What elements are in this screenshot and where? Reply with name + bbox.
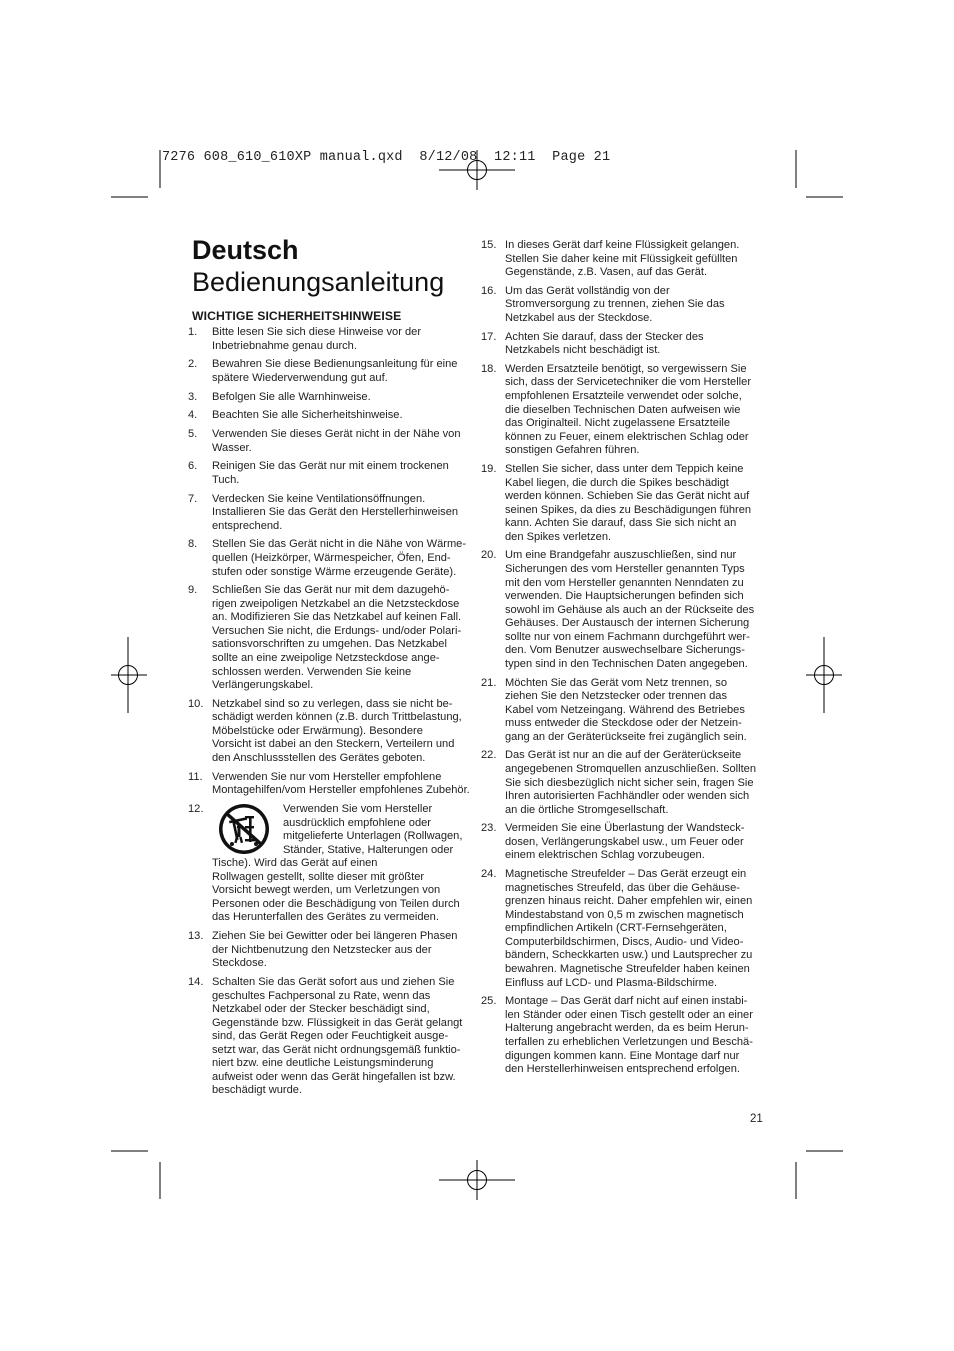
safety-item (481, 549, 765, 671)
item-number: 25. (481, 995, 497, 1008)
item-number: 24. (481, 868, 497, 881)
item-text: Stellen Sie sicher, dass unter dem Teppich keine Kabel liegen, die durch die Spikes beschädigt werden können. Schieben Sie das Gerät nicht auf seinen Spikes, da dies zu Beschädigungen führen kann. Achten Sie darauf, dass Sie sich nicht an den Spikes verletzen. (505, 462, 752, 543)
item-text: Netzkabel sind so zu verlegen, dass sie nicht be- schädigt werden können (z.B. durch Trittbelastung, Möbelstücke oder Erwärmung). Besondere Vorsicht ist dabei an den Steckern, Verteilern und den Anschlussstellen des Gerätes geboten. (212, 697, 462, 764)
registration-mark-right-icon (806, 637, 842, 713)
item-text: Ziehen Sie bei Gewitter oder bei längeren Phasen der Nichtbenutzung den Netzstecker aus der Steckdose. (212, 930, 458, 970)
language-heading: Deutsch (192, 235, 299, 265)
item-number: 9. (188, 584, 198, 597)
item-number: 23. (481, 822, 497, 835)
item-text (212, 803, 474, 925)
item-number: 18. (481, 362, 497, 375)
page-number: 21 (750, 1113, 763, 1125)
item-number: 3. (188, 390, 198, 403)
safety-item (481, 239, 765, 280)
item-number: 15. (481, 239, 497, 251)
safety-item (188, 326, 474, 353)
safety-item (188, 493, 474, 534)
item-number: 13. (188, 930, 204, 943)
safety-item (188, 976, 474, 1098)
item-number: 1. (188, 326, 198, 338)
item-text: Befolgen Sie alle Warnhinweise. (212, 390, 371, 403)
safety-item (188, 538, 474, 579)
safety-item (481, 749, 765, 817)
safety-item (481, 363, 765, 458)
item-number: 6. (188, 460, 198, 473)
item-number: 19. (481, 462, 497, 475)
safety-item (481, 995, 765, 1076)
item-text: Bewahren Sie diese Bedienungsanleitung für eine spätere Wiederverwendung gut auf. (212, 358, 458, 384)
item-number: 5. (188, 428, 198, 441)
item-text: In dieses Gerät darf keine Flüssigkeit gelangen. Stellen Sie daher keine mit Flüssigkeit gefüllten Gegenstände, z.B. Vasen, auf das Gerät. (505, 239, 740, 279)
item-text: Verwenden Sie nur vom Hersteller empfohlene Montagehilfen/vom Hersteller empfohlenes Zubehör. (212, 770, 470, 797)
item-number: 11. (188, 770, 203, 783)
item-text: Achten Sie darauf, dass der Stecker des Netzkabels nicht beschädigt ist. (505, 330, 704, 357)
manual-title: Bedienungsanleitung (192, 267, 445, 297)
item-number: 4. (188, 409, 198, 422)
item-text: Schalten Sie das Gerät sofort aus und ziehen Sie geschultes Fachpersonal zu Rate, wenn das Netzkabel oder der Stecker beschädigt sind, Gegenstände bzw. Flüssigkeit in das Gerät gelangt sind, das Gerät Regen oder Feuchtigkeit ausge- setzt war, das Gerät nicht ordnungsgemäß funktio- niert bzw. eine deutliche Leistungsminderung aufweist oder wenn das Gerät hingefallen ist bzw. beschädigt wurde. (212, 975, 463, 1097)
item-number: 7. (188, 492, 198, 505)
safety-item (188, 428, 474, 455)
item-number: 10. (188, 697, 204, 710)
item-text: Bitte lesen Sie sich diese Hinweise vor der Inbetriebnahme genau durch. (212, 326, 422, 352)
item-text: Vermeiden Sie eine Überlastung der Wandsteck- dosen, Verlängerungskabel usw., um Feuer oder einem elektrischen Schlag vorzubeugen. (505, 822, 745, 862)
item-text: Schließen Sie das Gerät nur mit dem dazugehö- rigen zweipoligen Netzkabel an die Netzsteckdose an. Modifizieren Sie das Netzkabel auf keinen Fall. Versuchen Sie nicht, die Erdungs- und/oder Polari- sationsvorschriften zu umgehen. Das Netzkabel sollte an eine zweipolige Netzsteckdose ange- schlossen werden. Verwenden Sie keine Verlängerungskabel. (212, 584, 462, 692)
item-text: Werden Ersatzteile benötigt, so vergewissern Sie sich, dass der Servicetechniker die vom Hersteller empfohlenen Ersatzteile verwendet oder solche, die dieselben Technischen Daten aufweisen wie das Originalteil. Nicht zugelassene Ersatzteile können zu Feuer, einem elektrischen Schlag oder sonstigen Gefahren führen. (505, 362, 752, 457)
item-text: Verdecken Sie keine Ventilationsöffnungen. Installieren Sie das Gerät den Herstellerhinweisen entsprechend. (212, 492, 459, 532)
safety-item (188, 930, 474, 971)
safety-item (188, 584, 474, 692)
item-text: Um eine Brandgefahr auszuschließen, sind nur Sicherungen des vom Hersteller genannten Typs mit den vom Hersteller genannten Nenndaten zu verwenden. Die Hauptsicherungen befinden sich sowohl im Gehäuse als auch an der Rückseite des Gehäuses. Der Austausch der internen Sicherung sollte nur von einem Fachmann durchgeführt wer- den. Vom Benutzer auswechselbare Sicherungs- typen sind in den Technischen Daten angegeben. (505, 549, 755, 670)
safety-list-left (188, 326, 474, 1103)
item-number: 21. (481, 676, 497, 689)
item-text: Möchten Sie das Gerät vom Netz trennen, so ziehen Sie den Netzstecker oder trennen das Kabel vom Netzeingang. Während des Betriebes muss entweder die Steckdose oder der Netzein- gang an der Geräterückseite frei zugänglich sein. (505, 676, 747, 743)
registration-mark-bottom-icon (439, 1160, 515, 1200)
page-title (192, 234, 444, 298)
item-number: 2. (188, 358, 198, 371)
item-text: Montage – Das Gerät darf nicht auf einen instabi- len Ständer oder einen Tisch gestellt oder an einer Halterung angebracht werden, da es beim Herun- terfallen zu erheblichen Verletzungen und Beschä- digungen kommen kann. Eine Montage darf nur den Herstellerhinweisen entsprechend erfolgen. (505, 995, 753, 1076)
item-text: Um das Gerät vollständig von der Stromversorgung zu trennen, ziehen Sie das Netzkabel aus der Steckdose. (505, 284, 725, 324)
item-number: 14. (188, 975, 204, 988)
item-text: Reinigen Sie das Gerät nur mit einem trockenen Tuch. (212, 460, 449, 486)
safety-item (188, 771, 474, 798)
item-number: 17. (481, 330, 497, 343)
cart-tip-over-warning-icon (212, 803, 276, 855)
item-number: 16. (481, 284, 497, 297)
safety-item (481, 463, 765, 544)
safety-item (188, 460, 474, 487)
item-text: Stellen Sie das Gerät nicht in die Nähe von Wärme- quellen (Heizkörper, Wärmespeicher, Öfen, End- stufen oder sonstige Wärme erzeugende Geräte). (212, 538, 467, 578)
safety-list-right (481, 239, 765, 1082)
item-number: 20. (481, 549, 497, 562)
safety-item (481, 331, 765, 358)
item-number: 8. (188, 538, 198, 551)
safety-item (481, 822, 765, 863)
item-text: Beachten Sie alle Sicherheitshinweise. (212, 409, 403, 422)
safety-item (188, 698, 474, 766)
item-number: 12. (188, 803, 204, 816)
item-number: 22. (481, 749, 497, 762)
safety-item (481, 677, 765, 745)
safety-item (188, 391, 474, 405)
print-slug-line: 7276 608_610_610XP manual.qxd 8/12/08 12:11 Page 21 (162, 150, 611, 165)
item-text: Verwenden Sie dieses Gerät nicht in der Nähe von Wasser. (212, 428, 461, 454)
item-text: Das Gerät ist nur an die auf der Geräterückseite angegebenen Stromquellen anzuschließen. Sollten Sie sich diesbezüglich nicht sicher sein, fragen Sie Ihren autorisierten Fachhändler oder wenden sich an die örtliche Stromgesellschaft. (505, 749, 757, 816)
safety-item (481, 285, 765, 326)
safety-item (188, 803, 474, 925)
item-text: Magnetische Streufelder – Das Gerät erzeugt ein magnetisches Streufeld, das über die Gehäuse- grenzen hinaus reicht. Daher empfehlen wir, einen Mindestabstand von 0,5 m zwischen magnetisch empfindlichen Artikeln (CRT-Fernsehgeräten, Computerbildschirmen, Discs, Audio- und Video- bändern, Scheckkarten usw.) und Lautsprecher zu bewahren. Magnetische Streufelder haben keinen Einfluss auf LCD- und Plasma-Bildschirme. (505, 868, 753, 989)
registration-mark-left-icon (111, 637, 147, 713)
item-12-text: Verwenden Sie vom Hersteller ausdrücklich empfohlene oder mitgelieferte Unterlagen (Rollwagen, Ständer, Stative, Halterungen oder Tische). Wird das Gerät auf einen Rollwagen gestellt, sollte dieser mit größter Vorsicht bewegt werden, um Verletzungen von Personen oder die Beschädigung von Teilen durch das Herunterfallen des Gerätes zu vermeiden. (212, 803, 463, 924)
safety-item (481, 868, 765, 990)
safety-heading: WICHTIGE SICHERHEITSHINWEISE (192, 309, 402, 323)
safety-item (188, 358, 474, 385)
safety-item (188, 409, 474, 423)
